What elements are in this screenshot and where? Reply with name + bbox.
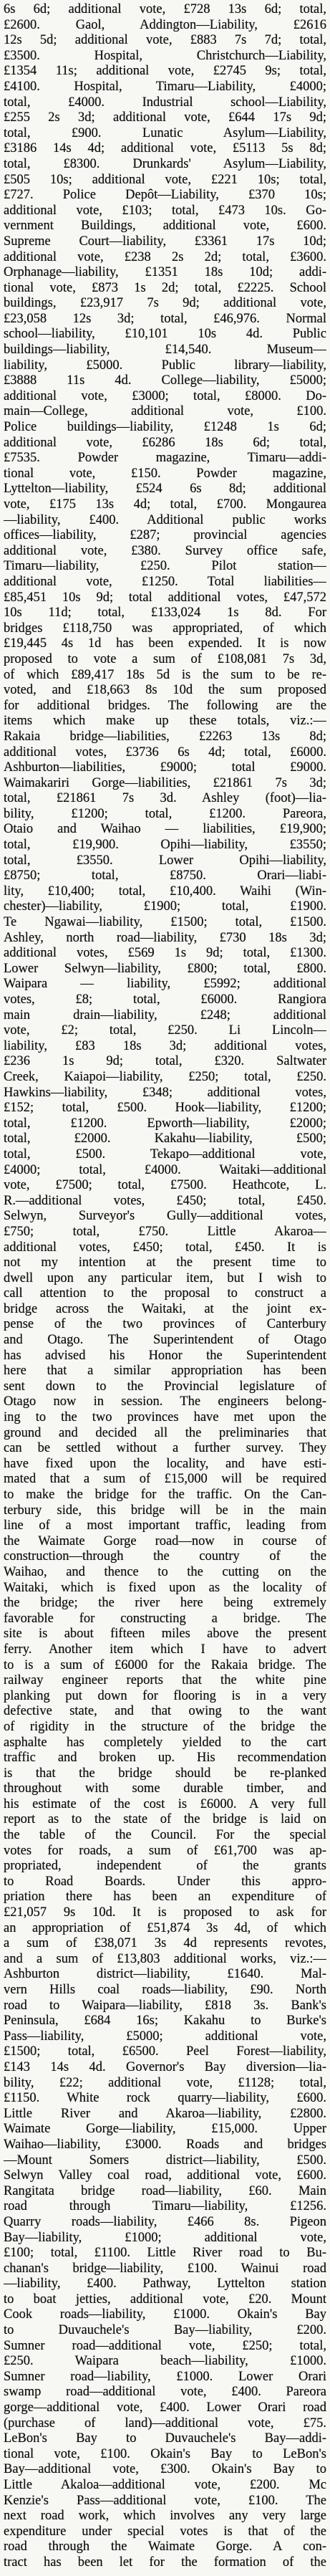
article-line: Waihao—liability, £3000. Roads and bridges: [4, 2137, 326, 2152]
article-line: votes, £8; total, £6000. Rangiora: [4, 992, 326, 1007]
article-line: 10s 11d; total, £133,024 1s 8d. For: [4, 605, 326, 621]
article-line: gorge—additional vote, £400. Lower Orari road: [4, 2400, 326, 2415]
article-line: £7535. Powder magazine, Timaru—addi-: [4, 451, 326, 466]
article-line: liability, £83 18s 3d; additional votes,: [4, 1038, 326, 1053]
article-line: Waimate Gorge—liability, £15,000. Upper: [4, 2122, 326, 2137]
article-line: to Duvauchele's Bay—liability, £200.: [4, 2323, 326, 2338]
article-line: and a sum of £13,803 additional works, viz.:—: [4, 1951, 326, 1966]
article-line: has advised his Honor the Superintendent: [4, 1348, 326, 1363]
article-line: Orphanage—liability, £1351 18s 10d; addi-: [4, 265, 326, 280]
article-line: vern Hills coal roads—liability, £90. North: [4, 1983, 326, 1997]
article-line: —liability, £400. Pathway, Lyttelton station: [4, 2276, 326, 2292]
article-line: the table of the Council. For the special: [4, 1828, 326, 1843]
article-line: additional votes, £450; total, £450. It is: [4, 1240, 326, 1255]
article-line: Supreme Court—liability, £3361 17s 10d;: [4, 234, 326, 249]
article-line: and Otago. The Superintendent of Otago: [4, 1333, 326, 1348]
article-line: Selwyn, Surveyor's Gully—additional votes,: [4, 1209, 326, 1224]
article-line: bility, £22; additional vote, £1128; total,: [4, 2075, 326, 2090]
article-line: additional vote, £380. Survey office safe,: [4, 543, 326, 558]
article-line: next road work, which involves any very large: [4, 2509, 326, 2524]
article-line: Pass—liability, £5000; additional vote,: [4, 2029, 326, 2044]
article-line: construction—through the country of the: [4, 1549, 326, 1564]
article-line: to is a sum of £6000 for the Rakaia bridge. The: [4, 1657, 326, 1672]
article-line: —liability, £400. Additional public works: [4, 512, 326, 527]
article-line: LeBon's Bay to Duvauchele's Bay—addi-: [4, 2431, 326, 2446]
article-line: main—College, additional vote, £100.: [4, 404, 326, 419]
article-line: lity, £10,400; total, £10,400. Waihi (Win-: [4, 884, 326, 899]
article-line: of which £89,417 18s 5d is the sum to be re-: [4, 667, 326, 682]
article-line: Rangitata bridge road—liability, £60. Main: [4, 2183, 326, 2198]
article-line: Otaio and Waihao — liabilities, £19,900;: [4, 822, 326, 837]
article-line: Ashburton—liabilities, £9000; total £9000.: [4, 760, 326, 775]
article-line: is that the bridge should be re-planked: [4, 1766, 326, 1781]
article-line: priation there has been an expenditure of: [4, 1890, 326, 1905]
article-line: £3888 11s 4d. College—liability, £5000;: [4, 373, 326, 388]
article-line: total, £21861 7s 3d. Ashley (foot)—lia-: [4, 791, 326, 806]
article-line: £2600. Gaol, Addington—Liability, £2616: [4, 17, 326, 32]
article-line: £8750; total, £8750. Orari—liabi-: [4, 868, 326, 884]
article-line: a sum of £38,071 3s 4d represents revotes,: [4, 1936, 326, 1951]
article-line: buildings—liability, £14,540. Museum—: [4, 343, 326, 358]
article-line: Timaru—liability, £250. Pilot station—: [4, 559, 326, 574]
article-line: £23,058 12s 3d; total, £46,976. Normal: [4, 311, 326, 326]
article-line: £3500. Hospital, Christchurch—Liability,: [4, 48, 326, 63]
article-line: total, £900. Lunatic Asylum—Liability,: [4, 125, 326, 140]
article-line: £3186 14s 4d; additional vote, £5113 5s 8d;: [4, 141, 326, 156]
article-line: throughout with some durable timber, and: [4, 1781, 326, 1796]
article-line: sent down to the Provincial legislature of: [4, 1379, 326, 1394]
article-line: for additional bridges. The following are the: [4, 698, 326, 713]
article-line: main drain—liability, £248; additional: [4, 1007, 326, 1023]
article-line: Rakaia bridge—liabilities, £2263 13s 8d;: [4, 729, 326, 744]
article-line: ground and decided all the preliminaries that: [4, 1425, 326, 1440]
article-line: liability, £5000. Public library—liability,: [4, 358, 326, 373]
article-line: Waitaki, which is fixed upon as the locality of: [4, 1580, 326, 1595]
article-line: £100; total, £1100. Little River road to Bu-: [4, 2246, 326, 2261]
article-line: additional vote, £6286 18s 6d; total,: [4, 435, 326, 450]
article-line: Selwyn Valley coal road, additional vote, £600.: [4, 2168, 326, 2183]
article-line: £152; total, £500. Hook—liability, £1200;: [4, 1101, 326, 1116]
article-line: asphalte has completely yielded to the cart: [4, 1735, 326, 1750]
article-line: vernment Buildings, additional vote, £600.: [4, 219, 326, 234]
article-line: £4100. Hospital, Timaru—Liability, £4000;: [4, 79, 326, 94]
article-line: Ashburton district—liability, £1640. Mal-: [4, 1967, 326, 1982]
article-line: £85,451 10s 9d; total additional votes, £47,572: [4, 590, 326, 605]
article-line: Lower Selwyn—liability, £800; total, £800.: [4, 961, 326, 976]
article-line: bility, £1200; total, £1200. Pareora,: [4, 806, 326, 821]
article-line: total, £8300. Drunkards' Asylum—Liability,: [4, 156, 326, 171]
article-line: additional vote, £1250. Total liabilities—: [4, 574, 326, 589]
article-line: road through the Waimate Gorge. A con-: [4, 2539, 326, 2555]
article-line: Kenzie's Pass—additional vote, £100. The: [4, 2493, 326, 2508]
article-line: £1354 11s; additional vote, £2745 9s; total,: [4, 64, 326, 79]
article-line: £727. Police Depôt—Liability, £370 10s;: [4, 188, 326, 203]
article-line: school—liability, £10,101 10s 4d. Public: [4, 327, 326, 342]
article-line: his estimate of the cost is £6000. A very full: [4, 1796, 326, 1811]
article-line: total, £500. Tekapo—additional vote,: [4, 1146, 326, 1162]
article-line: total, £2000. Kakahu—liability, £500;: [4, 1131, 326, 1146]
article-line: total, £19,900. Opihi—liability, £3550;: [4, 838, 326, 853]
article-line: £236 1s 9d; total, £320. Saltwater: [4, 1054, 326, 1069]
article-line: total, £4000. Industrial school—Liability,: [4, 95, 326, 110]
article-line: £250. Waipara beach—liability, £1000.: [4, 2354, 326, 2369]
article-line: (purchase of land)—additional vote, £75.: [4, 2415, 326, 2431]
article-line: £505 10s; additional vote, £221 10s; total,: [4, 172, 326, 187]
article-line: Cook roads—liability, £1000. Okain's Bay: [4, 2307, 326, 2322]
article-line: to Road Boards. Under this appro-: [4, 1874, 326, 1889]
article-line: chanan's bridge—liability, £100. Wainui road: [4, 2261, 326, 2276]
article-line: traffic and broken up. His recommendation: [4, 1751, 326, 1766]
article-line: Otago now in session. The engineers belong-: [4, 1394, 326, 1409]
article-line: £750; total, £750. Little Akaroa—: [4, 1224, 326, 1239]
article-line: site is about fifteen miles above the present: [4, 1627, 326, 1642]
article-line: £255 2s 3d; additional vote, £644 17s 9d;: [4, 110, 326, 125]
article-line: to boat jetties, additional vote, £20. Mount: [4, 2292, 326, 2307]
article-line: here that a similar appropriation has been: [4, 1364, 326, 1379]
article-line: can be settled without a further survey. They: [4, 1441, 326, 1456]
article-line: Ashley, north road—liability, £730 18s 3d;: [4, 930, 326, 945]
article-line: £4000; total, £4000. Waitaki—additional: [4, 1162, 326, 1177]
article-line: ferry. Another item which I have to advert: [4, 1642, 326, 1657]
article-line: Creek, Kaiapoi—liability, £250; total, £250.: [4, 1069, 326, 1084]
article-line: an appropriation of £51,874 3s 4d, of which: [4, 1920, 326, 1935]
article-line: chester)—liability, £1900; total, £1900.: [4, 899, 326, 914]
article-line: vote, £2; total, £250. Li Lincoln—: [4, 1023, 326, 1038]
article-line: offices—liability, £287; provincial agencies: [4, 528, 326, 543]
article-line: tional vote, £150. Powder magazine,: [4, 466, 326, 481]
article-line: line of a most important traffic, leading from: [4, 1518, 326, 1533]
article-line: terbury side, this bridge will be in the main: [4, 1503, 326, 1518]
article-line: additional vote, £238 2s 2d; total, £3600.: [4, 249, 326, 264]
article-line: tract has been let for the formation of the: [4, 2555, 326, 2570]
article-line: Quarry roads—liability, £466 8s. Pigeon: [4, 2214, 326, 2229]
article-line: tional vote, £873 1s 2d; total, £2225. School: [4, 280, 326, 295]
article-line: total, £1200. Epworth—liability, £2000;: [4, 1116, 326, 1131]
article-line: expenditure under special votes is that of the: [4, 2524, 326, 2539]
article-line: defective state, and that owing to the want: [4, 1704, 326, 1719]
article-line: £21,057 9s 10d. It is proposed to ask for: [4, 1905, 326, 1920]
article-line: ing to the two provinces have met upon the: [4, 1410, 326, 1425]
article-line: Hawkins—liability, £348; additional votes,: [4, 1085, 326, 1100]
article-line: Police buildings—liability, £1248 1s 6d;: [4, 420, 326, 435]
article-line: proposed to vote a sum of £108,081 7s 3d,: [4, 651, 326, 666]
article-line: vote, £7500; total, £7500. Heathcote, L.: [4, 1178, 326, 1193]
article-line: tional vote, £100. Okain's Bay to LeBon's: [4, 2446, 326, 2461]
article-line: dwell upon any particular item, but I wish to: [4, 1270, 326, 1285]
article-line: pense of the two provinces of Canterbury: [4, 1317, 326, 1332]
article-line: Waipara — liability, £5992; additional: [4, 977, 326, 992]
article-line: bridge across the Waitaki, at the joint ex-: [4, 1301, 326, 1316]
article-line: of rigidity in the structure of the bridge the: [4, 1719, 326, 1734]
article-line: Bay—additional vote, £300. Okain's Bay to: [4, 2462, 326, 2477]
article-line: have fixed upon the locality, and have esti-: [4, 1456, 326, 1471]
article-line: report as to the state of the bridge is laid on: [4, 1812, 326, 1827]
article-line: Te Ngawai—liability, £1500; total, £1500.: [4, 915, 326, 930]
article-line: additional votes, £569 1s 9d; total, £1300.: [4, 946, 326, 961]
article-line: bridges £118,750 was appropriated, of which: [4, 621, 326, 636]
article-line: road to Waipara—liability, £818 3s. Bank's: [4, 1998, 326, 2013]
article-line: Waimakariri Gorge—liabilities, £21861 7s 3d;: [4, 775, 326, 790]
article-line: 12s 5d; additional vote, £883 7s 7d; total,: [4, 33, 326, 48]
article-line: the Waimate Gorge road—now in course of: [4, 1533, 326, 1548]
article-line: Little River and Akaroa—liability, £2800.: [4, 2106, 326, 2121]
article-line: £1500; total, £6500. Peel Forest—liability,: [4, 2044, 326, 2059]
article-line: voted, and £18,663 8s 10d the sum proposed: [4, 683, 326, 698]
article-line: to make the bridge for the traffic. On the Can-: [4, 1488, 326, 1502]
article-line: railway engineer reports that the white pine: [4, 1673, 326, 1688]
article-line: 6s 6d; additional vote, £728 13s 6d; total,: [4, 2, 326, 16]
article-line: Little Akaloa—additional vote, £200. Mc: [4, 2478, 326, 2492]
article-line: vote, £175 13s 4d; total, £700. Mongaurea: [4, 497, 326, 512]
article-line: £143 14s 4d. Governor's Bay diversion—lia-: [4, 2059, 326, 2074]
article-line: Sumner road—liability, £1000. Lower Orari: [4, 2369, 326, 2384]
article-line: mated that a sum of £15,000 will be required: [4, 1472, 326, 1487]
article-line: favorable for constructing a bridge. The: [4, 1611, 326, 1626]
article-line: total, £3550. Lower Opihi—liability,: [4, 853, 326, 868]
article-line: Bay—liability, £1000; additional vote,: [4, 2230, 326, 2245]
article-line: call attention to the proposal to construct a: [4, 1286, 326, 1301]
article-line: buildings, £23,917 7s 9d; additional vote,: [4, 296, 326, 311]
article-line: Lyttelton—liability, £524 6s 8d; additional: [4, 482, 326, 497]
article-line: —Mount Somers district—liability, £500.: [4, 2153, 326, 2168]
article-line: R.—additional votes, £450; total, £450.: [4, 1193, 326, 1208]
article-line: Waihao, and thence to the cutting on the: [4, 1564, 326, 1579]
article-line: Sumner road—additional vote, £250; total,: [4, 2338, 326, 2353]
article-line: road through Timaru—liability, £1256.: [4, 2199, 326, 2214]
article-line: additional vote, £103; total, £473 10s. Go-: [4, 203, 326, 218]
article-line: additional votes, £3736 6s 4d; total, £6000.: [4, 744, 326, 760]
article-line: £19,445 4s 1d has been expended. It is now: [4, 636, 326, 651]
article-line: propriated, independent of the grants: [4, 1859, 326, 1874]
article-line: £1150. White rock quarry—liability, £600.: [4, 2091, 326, 2106]
article-line: votes for roads, a sum of £61,700 was ap-: [4, 1843, 326, 1858]
article-line: not my intention at the present time to: [4, 1255, 326, 1270]
article-line: items which make up these totals, viz.:—: [4, 714, 326, 729]
article-line: planking put down for flooring is in a very: [4, 1688, 326, 1703]
article-line: Peninsula, £684 16s; Kakahu to Burke's: [4, 2014, 326, 2029]
article-line: additional vote, £3000; total, £8000. Do-: [4, 388, 326, 403]
article-line: swamp road—additional vote, £400. Pareora: [4, 2385, 326, 2400]
article-line: the bridge; the river here being extremely: [4, 1596, 326, 1611]
